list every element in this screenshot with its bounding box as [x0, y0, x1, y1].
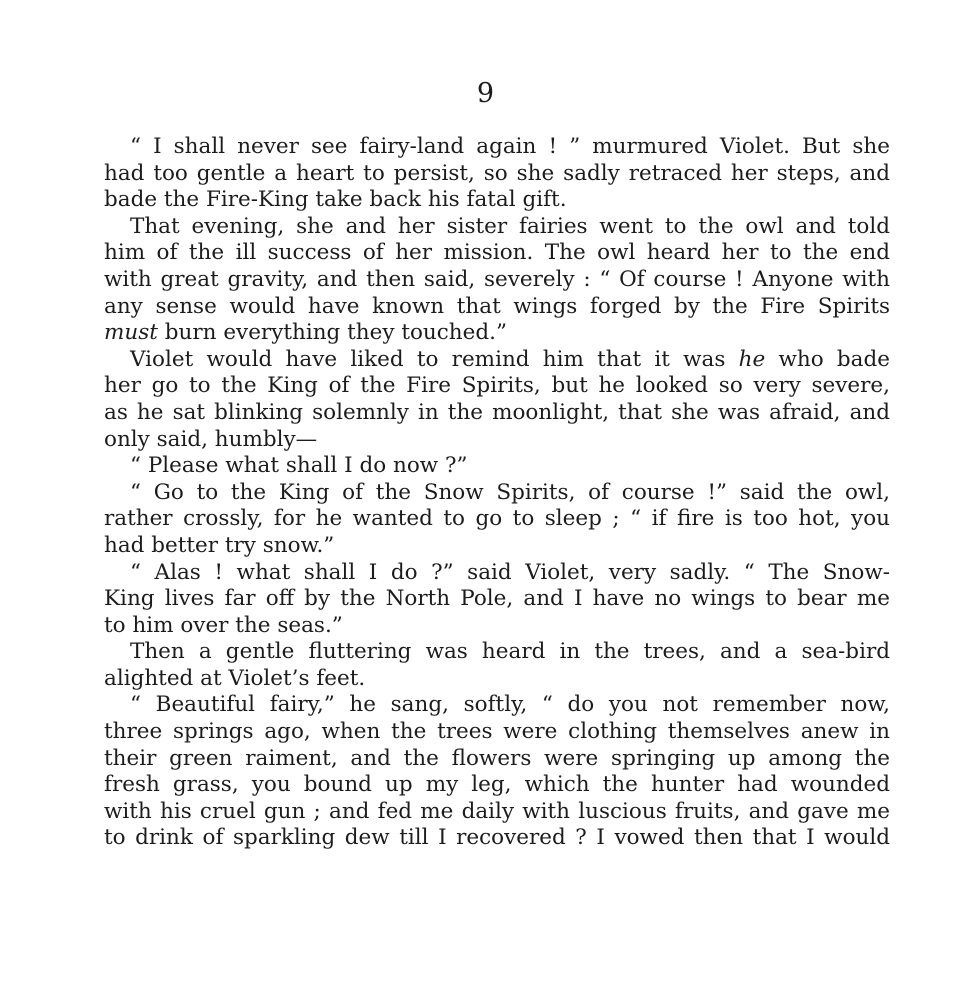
text-line: only said, humbly— — [104, 426, 318, 452]
italic-word: must — [104, 320, 158, 346]
text-line: their green raiment, and the flowers were springing up among the — [104, 745, 890, 771]
paragraph-7 — [104, 639, 890, 692]
paragraph-5 — [104, 480, 890, 560]
paragraph-8 — [104, 692, 890, 852]
text-line: with his cruel gun ; and fed me daily with luscious fruits, and gave me — [104, 798, 890, 824]
text-line: “ Beautiful fairy,” he sang, softly, “ do you not remember now, — [130, 692, 890, 718]
paragraph-2 — [104, 214, 890, 347]
text-fragment: burn everything they touched.” — [157, 320, 507, 346]
text-line: had better try snow.” — [104, 532, 335, 558]
text-line — [104, 320, 890, 347]
text-line: to him over the seas.” — [104, 612, 343, 638]
text-line: “ I shall never see fairy-land again ! ” murmured Violet. But she — [130, 134, 890, 159]
text-line — [104, 347, 890, 374]
page-number: 9 — [476, 78, 495, 109]
paragraph-1 — [104, 134, 890, 214]
text-line: as he sat blinking solemnly in the moonlight, that she was afraid, and — [104, 399, 890, 425]
text-line: “ Please what shall I do now ?” — [130, 453, 468, 479]
text-line: had too gentle a heart to persist, so she sadly retraced her steps, and — [104, 160, 890, 186]
text-line: bade the Fire-King take back his fatal gift. — [104, 187, 567, 213]
text-line: “ Alas ! what shall I do ?” said Violet, very sadly. “ The Snow- — [130, 559, 890, 585]
text-line: That evening, she and her sister fairies went to the owl and told — [130, 213, 890, 239]
text-line: him of the ill success of her mission. The owl heard her to the end — [104, 240, 890, 266]
paragraph-4 — [104, 453, 890, 480]
text-line: King lives far off by the North Pole, and I have no wings to bear me — [104, 586, 890, 612]
text-line: any sense would have known that wings forged by the Fire Spirits — [104, 293, 890, 319]
paragraph-3 — [104, 347, 890, 453]
text-line: three springs ago, when the trees were clothing themselves anew in — [104, 719, 890, 745]
text-fragment: Violet would have liked to remind him that it was — [130, 346, 739, 372]
text-line: rather crossly, for he wanted to go to sleep ; “ if fire is too hot, you — [104, 506, 890, 532]
italic-word: he — [738, 346, 766, 372]
page-body — [104, 134, 890, 852]
text-fragment: who bade — [765, 346, 890, 372]
text-line: alighted at Violet’s feet. — [104, 665, 366, 691]
text-line: “ Go to the King of the Snow Spirits, of course !” said the owl, — [130, 479, 890, 505]
text-line: with great gravity, and then said, severely : “ Of course ! Anyone with — [104, 266, 890, 292]
text-line: her go to the King of the Fire Spirits, but he looked so very severe, — [104, 373, 890, 399]
text-line: Then a gentle fluttering was heard in the trees, and a sea-bird — [130, 639, 890, 665]
text-line: to drink of sparkling dew till I recovered ? I vowed then that I would — [104, 825, 890, 851]
paragraph-6 — [104, 560, 890, 640]
text-line: fresh grass, you bound up my leg, which the hunter had wounded — [104, 772, 890, 798]
